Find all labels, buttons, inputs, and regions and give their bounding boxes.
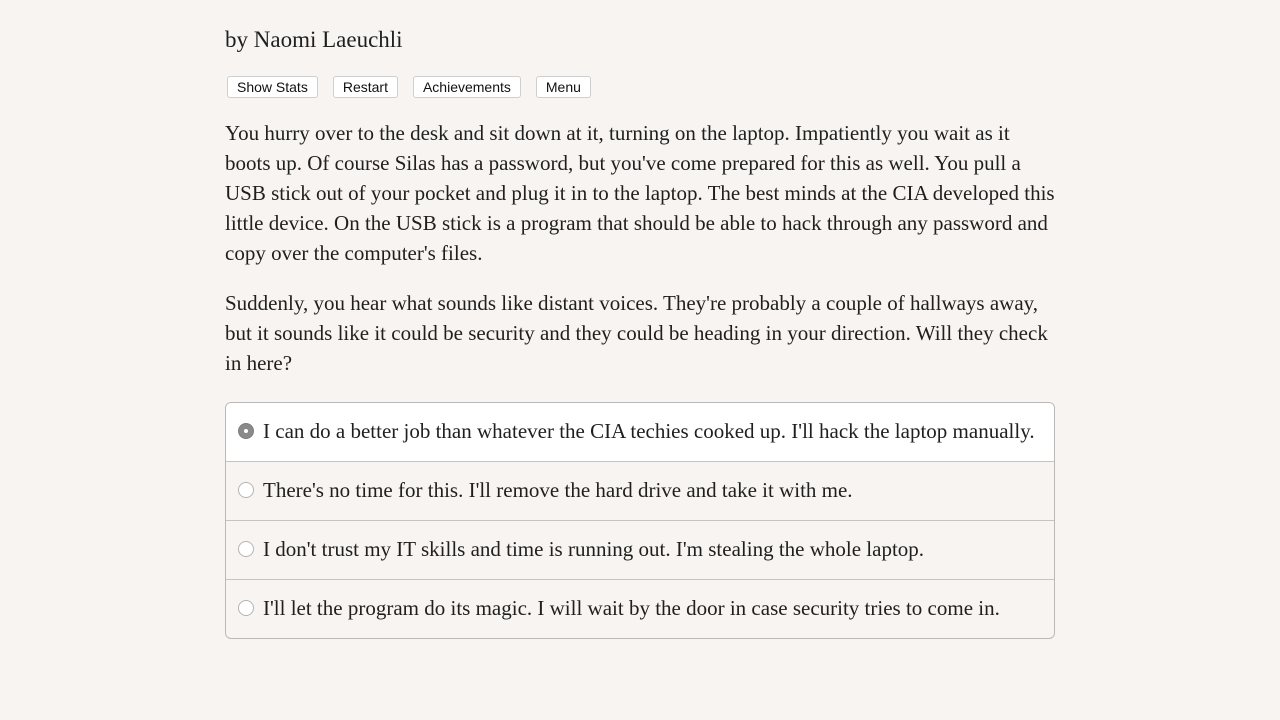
radio-selected-icon[interactable] — [238, 423, 254, 439]
story-paragraph: Suddenly, you hear what sounds like distant voices. They're probably a couple of hallways away, but it sounds like it could be security and they could be heading in your direction. Will they check in here? — [225, 291, 1048, 375]
radio-icon[interactable] — [238, 541, 254, 557]
radio-icon[interactable] — [238, 600, 254, 616]
choice-option[interactable] — [226, 579, 1054, 638]
menu-button[interactable]: Menu — [536, 76, 591, 98]
restart-button[interactable]: Restart — [333, 76, 398, 98]
choice-label: I don't trust my IT skills and time is running out. I'm stealing the whole laptop. — [263, 537, 925, 561]
choice-label: There's no time for this. I'll remove the hard drive and take it with me. — [263, 478, 853, 502]
choice-option[interactable] — [226, 461, 1054, 520]
achievements-button[interactable]: Achievements — [413, 76, 521, 98]
choice-label: I'll let the program do its magic. I will wait by the door in case security tries to come in. — [263, 596, 1000, 620]
show-stats-button[interactable]: Show Stats — [227, 76, 318, 98]
story-paragraph: You hurry over to the desk and sit down at it, turning on the laptop. Impatiently you wait as it boots up. Of course Silas has a password, but you've come prepared for this as well. You pull a USB stick out of your pocket and plug it in to the laptop. The best minds at the CIA developed this little device. On the USB stick is a program that should be able to hack through any password and copy over the computer's files. — [225, 121, 1055, 265]
choice-label: I can do a better job than whatever the CIA techies cooked up. I'll hack the laptop manually. — [263, 419, 1035, 443]
choice-list — [225, 402, 1055, 639]
game-title — [225, 0, 233, 4]
choice-option[interactable] — [226, 520, 1054, 579]
choice-option[interactable] — [226, 403, 1054, 461]
toolbar — [227, 76, 591, 98]
story-text — [225, 118, 1055, 398]
author-byline: by Naomi Laeuchli — [225, 27, 403, 52]
radio-icon[interactable] — [238, 482, 254, 498]
